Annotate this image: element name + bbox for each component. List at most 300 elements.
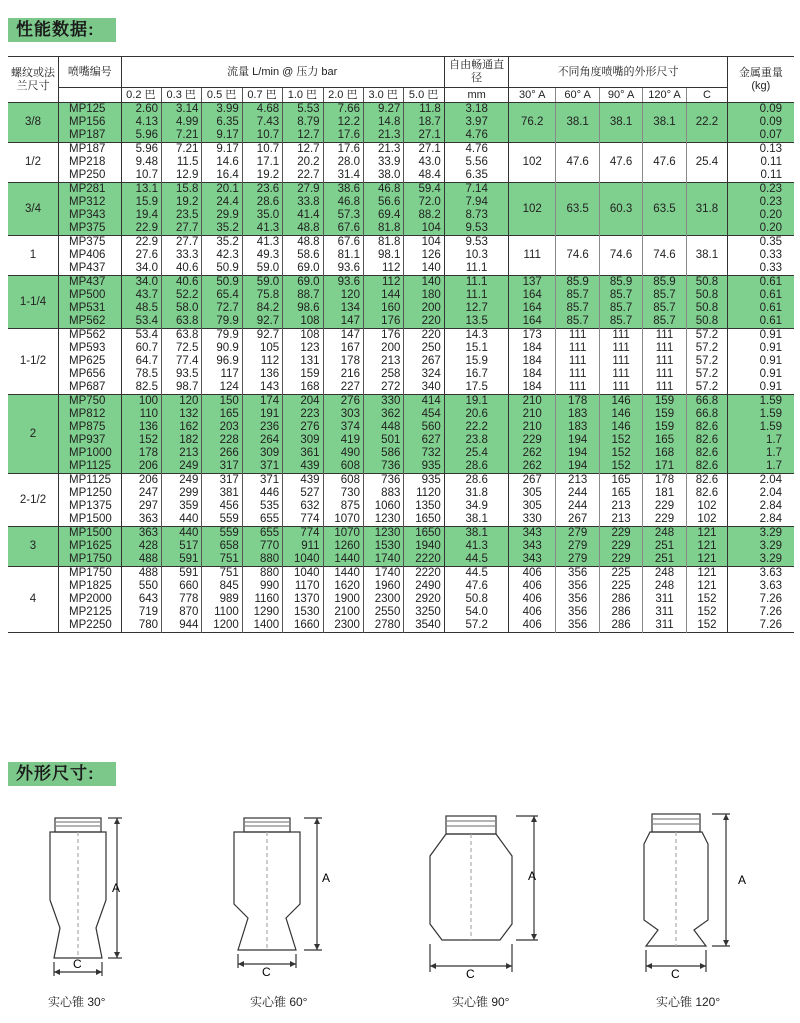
angle-cell: 244 xyxy=(555,500,599,513)
header-bore-unit: mm xyxy=(444,88,509,103)
flow-cell: 58.0 xyxy=(162,302,202,315)
angle-cell: 406 xyxy=(509,606,555,619)
angle-cell: 159 xyxy=(642,421,686,434)
flow-cell: 1370 xyxy=(283,593,323,606)
angle-cell: 267 xyxy=(555,513,599,527)
flow-cell: 10.7 xyxy=(121,169,161,183)
flow-cell: 371 xyxy=(242,474,282,488)
flow-cell: 120 xyxy=(162,395,202,409)
weight-cell: 2.04 xyxy=(727,487,794,500)
flow-cell: 134 xyxy=(323,302,363,315)
label-a: A xyxy=(322,871,331,885)
flow-cell: 770 xyxy=(242,540,282,553)
angle-cell: 178 xyxy=(642,474,686,488)
flow-cell: 216 xyxy=(323,368,363,381)
flow-cell: 27.1 xyxy=(404,129,444,143)
angle-cell: 343 xyxy=(509,527,555,541)
weight-cell: 0.91 xyxy=(727,329,794,343)
table-row xyxy=(8,368,794,381)
bore-cell: 11.1 xyxy=(444,276,509,290)
table-row xyxy=(8,513,794,527)
nozzle-120-drawing xyxy=(620,800,800,1000)
bore-cell: 23.8 xyxy=(444,434,509,447)
flow-cell: 236 xyxy=(242,421,282,434)
flow-cell: 7.66 xyxy=(323,103,363,117)
angle-cell: 183 xyxy=(555,421,599,434)
flow-cell: 176 xyxy=(363,329,403,343)
flow-cell: 29.9 xyxy=(202,209,242,222)
model-cell: MP687 xyxy=(59,381,122,395)
flow-cell: 124 xyxy=(202,381,242,395)
flow-cell: 93.5 xyxy=(162,368,202,381)
angle-cell: 168 xyxy=(642,447,686,460)
size-cell: 1-1/4 xyxy=(8,276,59,329)
table-row xyxy=(8,355,794,368)
label-a: A xyxy=(112,881,121,895)
flow-cell: 162 xyxy=(162,421,202,434)
angle-cell: 111 xyxy=(642,355,686,368)
angle-cell: 146 xyxy=(600,395,642,409)
bore-cell: 16.7 xyxy=(444,368,509,381)
angle-cell: 210 xyxy=(509,395,555,409)
bore-cell: 34.9 xyxy=(444,500,509,513)
model-cell: MP1500 xyxy=(59,513,122,527)
flow-cell: 7.43 xyxy=(242,116,282,129)
flow-cell: 2920 xyxy=(404,593,444,606)
model-cell: MP562 xyxy=(59,329,122,343)
angle-cell: 184 xyxy=(509,381,555,395)
angle-cell: 74.6 xyxy=(555,236,599,276)
nozzle-60-caption: 实心锥 60° xyxy=(250,995,308,1009)
angle-cell: 121 xyxy=(687,567,727,581)
weight-cell: 0.07 xyxy=(727,129,794,143)
flow-cell: 104 xyxy=(404,236,444,250)
flow-cell: 13.1 xyxy=(121,183,161,197)
flow-cell: 200 xyxy=(404,302,444,315)
table-row xyxy=(8,329,794,343)
weight-cell: 0.61 xyxy=(727,302,794,315)
angle-cell: 343 xyxy=(509,553,555,567)
flow-cell: 100 xyxy=(121,395,161,409)
model-cell: MP875 xyxy=(59,421,122,434)
table-row xyxy=(8,276,794,290)
weight-cell: 0.35 xyxy=(727,236,794,250)
angle-cell: 279 xyxy=(555,553,599,567)
table-row xyxy=(8,381,794,395)
angle-cell: 165 xyxy=(600,474,642,488)
flow-cell: 1040 xyxy=(283,553,323,567)
flow-cell: 167 xyxy=(323,342,363,355)
flow-cell: 140 xyxy=(404,276,444,290)
flow-cell: 1070 xyxy=(323,513,363,527)
flow-cell: 535 xyxy=(242,500,282,513)
model-cell: MP1500 xyxy=(59,527,122,541)
model-cell: MP1625 xyxy=(59,540,122,553)
flow-cell: 23.5 xyxy=(162,209,202,222)
angle-cell: 57.2 xyxy=(687,342,727,355)
flow-cell: 59.0 xyxy=(242,276,282,290)
flow-cell: 112 xyxy=(363,262,403,276)
flow-cell: 46.8 xyxy=(363,183,403,197)
angle-cell: 184 xyxy=(509,355,555,368)
angle-cell: 85.9 xyxy=(555,276,599,290)
flow-cell: 92.7 xyxy=(242,315,282,329)
table-row xyxy=(8,606,794,619)
header-angle-col: 90° A xyxy=(600,88,642,103)
angle-cell: 356 xyxy=(555,567,599,581)
flow-cell: 439 xyxy=(283,460,323,474)
model-cell: MP1825 xyxy=(59,580,122,593)
size-cell: 3 xyxy=(8,527,59,567)
flow-cell: 108 xyxy=(283,315,323,329)
dimensions-section-title: 外形尺寸: xyxy=(8,762,116,786)
flow-cell: 59.0 xyxy=(242,262,282,276)
flow-cell: 112 xyxy=(363,276,403,290)
size-cell: 1-1/2 xyxy=(8,329,59,395)
model-cell: MP1125 xyxy=(59,474,122,488)
label-a: A xyxy=(528,869,537,883)
flow-cell: 165 xyxy=(202,408,242,421)
flow-cell: 38.0 xyxy=(363,169,403,183)
weight-cell: 0.11 xyxy=(727,169,794,183)
size-cell: 1 xyxy=(8,236,59,276)
header-angle-col: 30° A xyxy=(509,88,555,103)
angle-cell: 171 xyxy=(642,460,686,474)
bore-cell: 22.2 xyxy=(444,421,509,434)
flow-cell: 730 xyxy=(323,487,363,500)
nozzle-90-diagram xyxy=(420,800,600,1000)
flow-cell: 27.9 xyxy=(283,183,323,197)
flow-cell: 456 xyxy=(202,500,242,513)
weight-cell: 3.29 xyxy=(727,527,794,541)
flow-cell: 870 xyxy=(162,606,202,619)
header-pressure: 2.0 巴 xyxy=(323,88,363,103)
model-cell: MP1250 xyxy=(59,487,122,500)
angle-cell: 57.2 xyxy=(687,381,727,395)
flow-cell: 21.3 xyxy=(363,129,403,143)
table-row xyxy=(8,143,794,157)
flow-cell: 1650 xyxy=(404,513,444,527)
flow-cell: 440 xyxy=(162,513,202,527)
flow-cell: 19.4 xyxy=(121,209,161,222)
flow-cell: 559 xyxy=(202,513,242,527)
bore-cell: 38.1 xyxy=(444,527,509,541)
angle-cell: 102 xyxy=(687,500,727,513)
flow-cell: 19.2 xyxy=(162,196,202,209)
flow-cell: 75.8 xyxy=(242,289,282,302)
weight-cell: 1.7 xyxy=(727,434,794,447)
bore-cell: 44.5 xyxy=(444,553,509,567)
bore-cell: 47.6 xyxy=(444,580,509,593)
flow-cell: 65.4 xyxy=(202,289,242,302)
angle-cell: 74.6 xyxy=(600,236,642,276)
flow-cell: 1440 xyxy=(323,553,363,567)
flow-cell: 2300 xyxy=(323,619,363,633)
table-row xyxy=(8,527,794,541)
bore-cell: 6.35 xyxy=(444,169,509,183)
flow-cell: 414 xyxy=(404,395,444,409)
model-cell: MP1000 xyxy=(59,447,122,460)
flow-cell: 17.6 xyxy=(323,143,363,157)
angle-cell: 31.8 xyxy=(687,183,727,236)
angle-cell: 102 xyxy=(509,143,555,183)
angle-cell: 267 xyxy=(509,474,555,488)
flow-cell: 1200 xyxy=(202,619,242,633)
size-cell: 3/4 xyxy=(8,183,59,236)
flow-cell: 317 xyxy=(202,460,242,474)
angle-cell: 111 xyxy=(509,236,555,276)
angle-cell: 286 xyxy=(600,593,642,606)
flow-cell: 935 xyxy=(404,460,444,474)
angle-cell: 85.9 xyxy=(642,276,686,290)
angle-cell: 111 xyxy=(600,355,642,368)
angle-cell: 356 xyxy=(555,606,599,619)
flow-cell: 110 xyxy=(121,408,161,421)
flow-cell: 81.8 xyxy=(363,236,403,250)
table-row xyxy=(8,619,794,633)
flow-cell: 374 xyxy=(323,421,363,434)
model-cell: MP656 xyxy=(59,368,122,381)
flow-cell: 93.6 xyxy=(323,262,363,276)
flow-cell: 267 xyxy=(404,355,444,368)
label-c: C xyxy=(262,965,271,979)
flow-cell: 1940 xyxy=(404,540,444,553)
flow-cell: 200 xyxy=(363,342,403,355)
flow-cell: 1060 xyxy=(363,500,403,513)
bore-cell: 11.1 xyxy=(444,289,509,302)
angle-cell: 229 xyxy=(509,434,555,447)
flow-cell: 72.7 xyxy=(202,302,242,315)
flow-cell: 72.0 xyxy=(404,196,444,209)
label-c: C xyxy=(73,957,82,971)
bore-cell: 25.4 xyxy=(444,447,509,460)
flow-cell: 11.5 xyxy=(162,156,202,169)
angle-cell: 47.6 xyxy=(555,143,599,183)
weight-cell: 0.33 xyxy=(727,249,794,262)
flow-cell: 276 xyxy=(283,421,323,434)
flow-cell: 1070 xyxy=(323,527,363,541)
weight-cell: 0.13 xyxy=(727,143,794,157)
flow-cell: 144 xyxy=(363,289,403,302)
angle-cell: 248 xyxy=(642,567,686,581)
flow-cell: 591 xyxy=(162,567,202,581)
flow-cell: 82.5 xyxy=(121,381,161,395)
flow-cell: 774 xyxy=(283,513,323,527)
weight-cell: 1.59 xyxy=(727,421,794,434)
table-row xyxy=(8,315,794,329)
performance-section-title: 性能数据: xyxy=(8,18,116,42)
header-angle: 不同角度喷嘴的外形尺寸 xyxy=(509,57,727,88)
flow-cell: 88.7 xyxy=(283,289,323,302)
table-row xyxy=(8,103,794,117)
bore-cell: 7.94 xyxy=(444,196,509,209)
flow-cell: 24.4 xyxy=(202,196,242,209)
flow-cell: 732 xyxy=(404,447,444,460)
flow-cell: 317 xyxy=(202,474,242,488)
flow-cell: 1400 xyxy=(242,619,282,633)
weight-cell: 0.91 xyxy=(727,355,794,368)
flow-cell: 309 xyxy=(283,434,323,447)
flow-cell: 359 xyxy=(162,500,202,513)
weight-cell: 7.26 xyxy=(727,619,794,633)
nozzle-90-caption: 实心锥 90° xyxy=(452,995,510,1009)
flow-cell: 213 xyxy=(363,355,403,368)
nozzle-30-drawing xyxy=(30,800,210,1000)
flow-cell: 117 xyxy=(202,368,242,381)
flow-cell: 52.2 xyxy=(162,289,202,302)
nozzle-90-drawing xyxy=(420,800,600,1000)
angle-cell: 279 xyxy=(555,540,599,553)
model-cell: MP531 xyxy=(59,302,122,315)
angle-cell: 406 xyxy=(509,593,555,606)
table-row xyxy=(8,434,794,447)
flow-cell: 140 xyxy=(404,262,444,276)
angle-cell: 152 xyxy=(687,619,727,633)
angle-cell: 50.8 xyxy=(687,276,727,290)
flow-cell: 1230 xyxy=(363,513,403,527)
flow-cell: 22.9 xyxy=(121,236,161,250)
flow-cell: 227 xyxy=(323,381,363,395)
flow-cell: 591 xyxy=(162,553,202,567)
flow-cell: 11.8 xyxy=(404,103,444,117)
angle-cell: 286 xyxy=(600,619,642,633)
model-cell: MP562 xyxy=(59,315,122,329)
flow-cell: 297 xyxy=(121,500,161,513)
angle-cell: 152 xyxy=(687,593,727,606)
flow-cell: 41.3 xyxy=(242,222,282,236)
flow-cell: 96.9 xyxy=(202,355,242,368)
header-bore: 自由畅通直径 xyxy=(444,57,509,88)
flow-cell: 10.7 xyxy=(242,143,282,157)
weight-cell: 2.84 xyxy=(727,500,794,513)
flow-cell: 719 xyxy=(121,606,161,619)
flow-cell: 34.0 xyxy=(121,276,161,290)
model-cell: MP437 xyxy=(59,276,122,290)
flow-cell: 4.13 xyxy=(121,116,161,129)
model-cell: MP1375 xyxy=(59,500,122,513)
flow-cell: 108 xyxy=(283,329,323,343)
flow-cell: 9.48 xyxy=(121,156,161,169)
table-row xyxy=(8,342,794,355)
angle-cell: 248 xyxy=(642,527,686,541)
weight-cell: 0.33 xyxy=(727,262,794,276)
model-cell: MP375 xyxy=(59,236,122,250)
flow-cell: 1740 xyxy=(363,553,403,567)
flow-cell: 340 xyxy=(404,381,444,395)
flow-cell: 206 xyxy=(121,460,161,474)
flow-cell: 69.0 xyxy=(283,276,323,290)
flow-cell: 527 xyxy=(283,487,323,500)
flow-cell: 92.7 xyxy=(242,329,282,343)
angle-cell: 213 xyxy=(555,474,599,488)
flow-cell: 12.2 xyxy=(323,116,363,129)
table-row xyxy=(8,447,794,460)
angle-cell: 213 xyxy=(600,513,642,527)
flow-cell: 643 xyxy=(121,593,161,606)
header-pressure: 0.3 巴 xyxy=(162,88,202,103)
flow-cell: 490 xyxy=(323,447,363,460)
flow-cell: 16.4 xyxy=(202,169,242,183)
flow-cell: 880 xyxy=(242,567,282,581)
angle-cell: 356 xyxy=(555,580,599,593)
angle-cell: 82.6 xyxy=(687,487,727,500)
flow-cell: 81.1 xyxy=(323,249,363,262)
flow-cell: 57.3 xyxy=(323,209,363,222)
flow-cell: 88.2 xyxy=(404,209,444,222)
angle-cell: 85.7 xyxy=(555,315,599,329)
flow-cell: 31.4 xyxy=(323,169,363,183)
flow-cell: 98.6 xyxy=(283,302,323,315)
angle-cell: 244 xyxy=(555,487,599,500)
flow-cell: 105 xyxy=(242,342,282,355)
bore-cell: 28.6 xyxy=(444,474,509,488)
angle-cell: 225 xyxy=(600,580,642,593)
bore-cell: 17.5 xyxy=(444,381,509,395)
angle-cell: 111 xyxy=(600,368,642,381)
flow-cell: 736 xyxy=(363,460,403,474)
bore-cell: 15.9 xyxy=(444,355,509,368)
angle-cell: 165 xyxy=(600,487,642,500)
model-cell: MP500 xyxy=(59,289,122,302)
flow-cell: 69.0 xyxy=(283,262,323,276)
flow-cell: 42.3 xyxy=(202,249,242,262)
angle-cell: 111 xyxy=(642,329,686,343)
bore-cell: 9.53 xyxy=(444,236,509,250)
angle-cell: 194 xyxy=(555,460,599,474)
angle-cell: 164 xyxy=(509,315,555,329)
flow-cell: 1120 xyxy=(404,487,444,500)
bore-cell: 4.76 xyxy=(444,143,509,157)
weight-cell: 0.91 xyxy=(727,381,794,395)
model-cell: MP125 xyxy=(59,103,122,117)
header-size: 螺纹或法兰尺寸 xyxy=(8,57,59,103)
flow-cell: 4.99 xyxy=(162,116,202,129)
label-a: A xyxy=(738,873,747,887)
nozzle-60-drawing xyxy=(220,800,400,1000)
size-cell: 2-1/2 xyxy=(8,474,59,527)
angle-cell: 111 xyxy=(600,329,642,343)
model-cell: MP375 xyxy=(59,222,122,236)
flow-cell: 180 xyxy=(404,289,444,302)
flow-cell: 22.7 xyxy=(283,169,323,183)
flow-cell: 35.2 xyxy=(202,222,242,236)
angle-cell: 356 xyxy=(555,619,599,633)
flow-cell: 27.7 xyxy=(162,236,202,250)
flow-cell: 112 xyxy=(242,355,282,368)
angle-cell: 111 xyxy=(555,381,599,395)
bore-cell: 5.56 xyxy=(444,156,509,169)
model-cell: MP593 xyxy=(59,342,122,355)
angle-cell: 262 xyxy=(509,460,555,474)
flow-cell: 35.2 xyxy=(202,236,242,250)
flow-cell: 655 xyxy=(242,527,282,541)
header-model-blank xyxy=(59,88,122,103)
flow-cell: 228 xyxy=(202,434,242,447)
flow-cell: 660 xyxy=(162,580,202,593)
model-cell: MP2000 xyxy=(59,593,122,606)
flow-cell: 56.6 xyxy=(363,196,403,209)
flow-cell: 160 xyxy=(363,302,403,315)
bore-cell: 8.73 xyxy=(444,209,509,222)
angle-cell: 66.8 xyxy=(687,395,727,409)
flow-cell: 247 xyxy=(121,487,161,500)
flow-cell: 147 xyxy=(323,315,363,329)
flow-cell: 1290 xyxy=(242,606,282,619)
angle-cell: 85.7 xyxy=(600,315,642,329)
flow-cell: 371 xyxy=(242,460,282,474)
flow-cell: 40.6 xyxy=(162,262,202,276)
model-cell: MP312 xyxy=(59,196,122,209)
